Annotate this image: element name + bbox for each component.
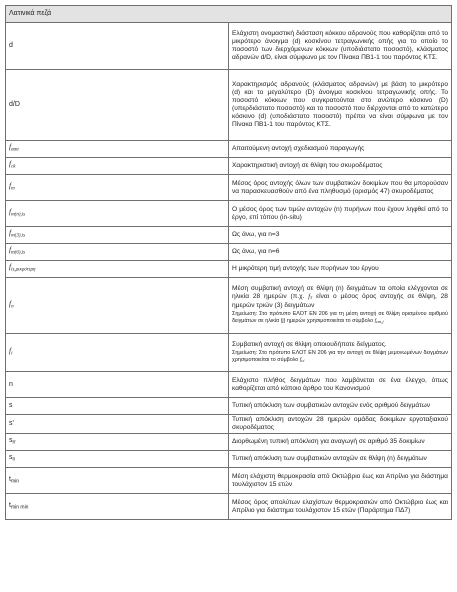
symbol-sub: n <box>12 456 16 463</box>
symbols-table <box>5 5 452 520</box>
table-row <box>6 261 452 278</box>
symbol-cell <box>6 158 229 175</box>
description-cell: Ελάχιστο πλήθος δειγμάτων που λαμβάνεται σε ένα έλεγχο, όπως καθορίζεται από κάποιο άρθρο του Κανονισμού <box>229 372 452 398</box>
description-cell: Μέσος όρος αντοχής όλων των συμβατικών δοκιμίων που θα μπορούσαν να παρασκευασθούν από ένα πληθυσμό (ορισμός 47) σκυροδέματος <box>229 175 452 201</box>
description-cell: Τυπική απόκλιση των συμβατικών αντοχών ενός αριθμού δειγμάτων <box>229 398 452 415</box>
symbol-main: f <box>9 298 12 308</box>
table-row <box>6 468 452 494</box>
description-text: Μέση συμβατική αντοχή σε θλίψη (n) δειγμάτων τα οποία ελέγχονται σε ηλικία 28 ημερών (π.χ. <box>232 285 448 301</box>
table-row <box>6 23 452 70</box>
table-row <box>6 415 452 434</box>
table-row <box>6 227 452 244</box>
symbol-cell: n <box>6 372 229 398</box>
description-cell: Χαρακτηριστική αντοχή σε θλίψη του σκυροδέματος <box>229 158 452 175</box>
symbol-main: t <box>9 501 11 509</box>
description-cell: Διορθωμένη τυπική απόκλιση για αναγωγή σε αριθμό 35 δοκιμίων <box>229 434 452 451</box>
symbol-cell: d/D <box>6 70 229 141</box>
note-symbol: $f_{ci}$ <box>299 356 305 363</box>
symbol-sub: m(3),is <box>11 233 26 239</box>
table-header: Λατινικά πεζά <box>6 6 452 23</box>
symbol-main: f <box>9 262 12 272</box>
symbol-cell <box>6 451 229 468</box>
symbol-sub: n <box>11 304 14 310</box>
symbol-cell <box>6 278 229 334</box>
symbol-sub: m(n),is <box>11 212 26 218</box>
symbol-cell <box>6 494 229 520</box>
symbol-sub: i <box>11 351 13 357</box>
symbol-main: t <box>9 475 11 483</box>
symbol-main: f <box>9 206 12 216</box>
description-cell: Ο μέσος όρος των τιμών αντοχών (n) πυρήνων που έχουν ληφθεί από το έργο, επί τόπου (in-situ) <box>229 201 452 227</box>
symbol-cell <box>6 468 229 494</box>
symbol-sub: m <box>11 186 15 192</box>
table-row <box>6 494 452 520</box>
table-row <box>6 201 452 227</box>
table-row <box>6 434 452 451</box>
note-symbol: $f_{cm,j}$ <box>374 318 384 324</box>
symbol-cell <box>6 334 229 372</box>
description-cell: Μέση ελάχιστη θερμοκρασία από Οκτώβριο έως και Απρίλιο για διάστημα τουλάχιστον 15 ετών <box>229 468 452 494</box>
symbol-cell: s' <box>6 415 229 434</box>
table-row <box>6 70 452 141</box>
description-text-after: είναι ο μέσος όρος αντοχής σε θλίψη, 28 ημερών τριών (3) δειγμάτων <box>232 293 448 310</box>
symbol-cell: s <box>6 398 229 415</box>
symbol-sub: ασσ <box>11 147 19 153</box>
description-cell: Η μικρότερη τιμή αντοχής των πυρήνων του έργου <box>229 261 452 278</box>
table-row <box>6 334 452 372</box>
description-cell: Ως άνω, για n=6 <box>229 244 452 261</box>
description-cell: Μέσος όρος απολύτων ελαχίστων θερμοκρασιών από Οκτώβριο έως και Απρίλιο για διάστημα τουλάχιστον 15 ετών (Παράρτημα ΠΔ7) <box>229 494 452 520</box>
symbol-cell <box>6 175 229 201</box>
description-text: Συμβατική αντοχή σε θλίψη οποιουδήποτε δείγματος. <box>232 340 387 348</box>
table-row <box>6 244 452 261</box>
description-cell <box>229 334 452 372</box>
symbol-main: f <box>9 345 12 355</box>
symbol-sub: min <box>10 478 20 485</box>
table-row <box>6 158 452 175</box>
inline-symbol: $f_3$ <box>308 293 313 301</box>
symbol-cell <box>6 434 229 451</box>
symbol-sub: is,μικρότερη <box>11 267 36 273</box>
description-cell: Ελάχιστη ονομαστική διάσταση κόκκου αδρανούς που καθορίζεται από το μικρότερο άνοιγμα (d) κοσκίνου τετραγωνικής οπής για το οποίο το ποσοστό των διερχόμενων κόκκων (υποδιάστατο ποσοστό), κλάσματος αδρανών d/D, είναι σύμφωνο με τον Πίνακα ΠΒ1-1 του παρόντος ΚΤΣ. <box>229 23 452 70</box>
symbol-cell <box>6 244 229 261</box>
symbol-cell <box>6 141 229 158</box>
symbol-cell <box>6 261 229 278</box>
table-row <box>6 451 452 468</box>
description-cell <box>229 278 452 334</box>
symbol-main: f <box>9 159 12 169</box>
symbol-sub: min min <box>10 504 29 511</box>
note-text: Σημείωση: Στο πρότυπο ΕΛΟΤ ΕΝ 206 για τη μέση αντοχή σε θλίψη ορισμένου αριθμού δειγμάτων σε ηλικία (j) ημερών χρησιμοποιείται το σύμβολο $f_{cm,j}$ <box>232 311 448 324</box>
table-row <box>6 372 452 398</box>
description-cell: Ως άνω, για n=3 <box>229 227 452 244</box>
table-row <box>6 175 452 201</box>
table-row <box>6 398 452 415</box>
description-cell: Απαιτούμενη αντοχή σχεδιασμού παραγωγής <box>229 141 452 158</box>
description-cell: Χαρακτηρισμός αδρανούς (κλάσματος αδρανών) με βάση το μικρότερο (d) και το μεγαλύτερο (D) άνοιγμα κοσκίνου τετραγωνικής οπής. Το ποσοστό κόκκων που συγκρατούνται στο ανώτερο κόσκινο (D) (υπερδιάστατο ποσοστό) και το ποσοστό που διέρχονται από το κατώτερο κόσκινο (d) (υποδιάστατο ποσοστό) πρέπει να είναι σύμφωνα με τον Πίνακα ΠΒ1-1 του παρόντος ΚΤΣ. <box>229 70 452 141</box>
symbol-sub: ck <box>11 164 16 170</box>
symbol-main: f <box>9 228 12 238</box>
symbol-sub: m(6),is <box>11 250 26 256</box>
symbol-cell <box>6 227 229 244</box>
note-text: Σημείωση: Στο πρότυπο ΕΛΟΤ ΕΝ 206 για την αντοχή σε θλίψη μεμονωμένων δειγμάτων χρησιμοποιείται το σύμβολο $f_{ci}$ <box>232 349 448 363</box>
symbol-main: f <box>9 180 12 190</box>
table-row <box>6 278 452 334</box>
symbol-main: s <box>9 454 13 462</box>
symbol-cell: d <box>6 23 229 70</box>
symbol-main: s <box>9 437 13 445</box>
symbol-main: f <box>9 245 12 255</box>
table-row <box>6 141 452 158</box>
symbol-cell <box>6 201 229 227</box>
symbol-sub: rr <box>12 439 16 446</box>
table-header-row <box>6 6 452 23</box>
description-cell: Τυπική απόκλιση αντοχών 28 ημερών ομάδας δοκιμίων εργοταξιακού σκυροδέματος <box>229 415 452 434</box>
description-cell: Τυπική απόκλιση των συμβατικών αντοχών σε θλίψη (n) δειγμάτων <box>229 451 452 468</box>
symbol-main: f <box>9 142 12 152</box>
